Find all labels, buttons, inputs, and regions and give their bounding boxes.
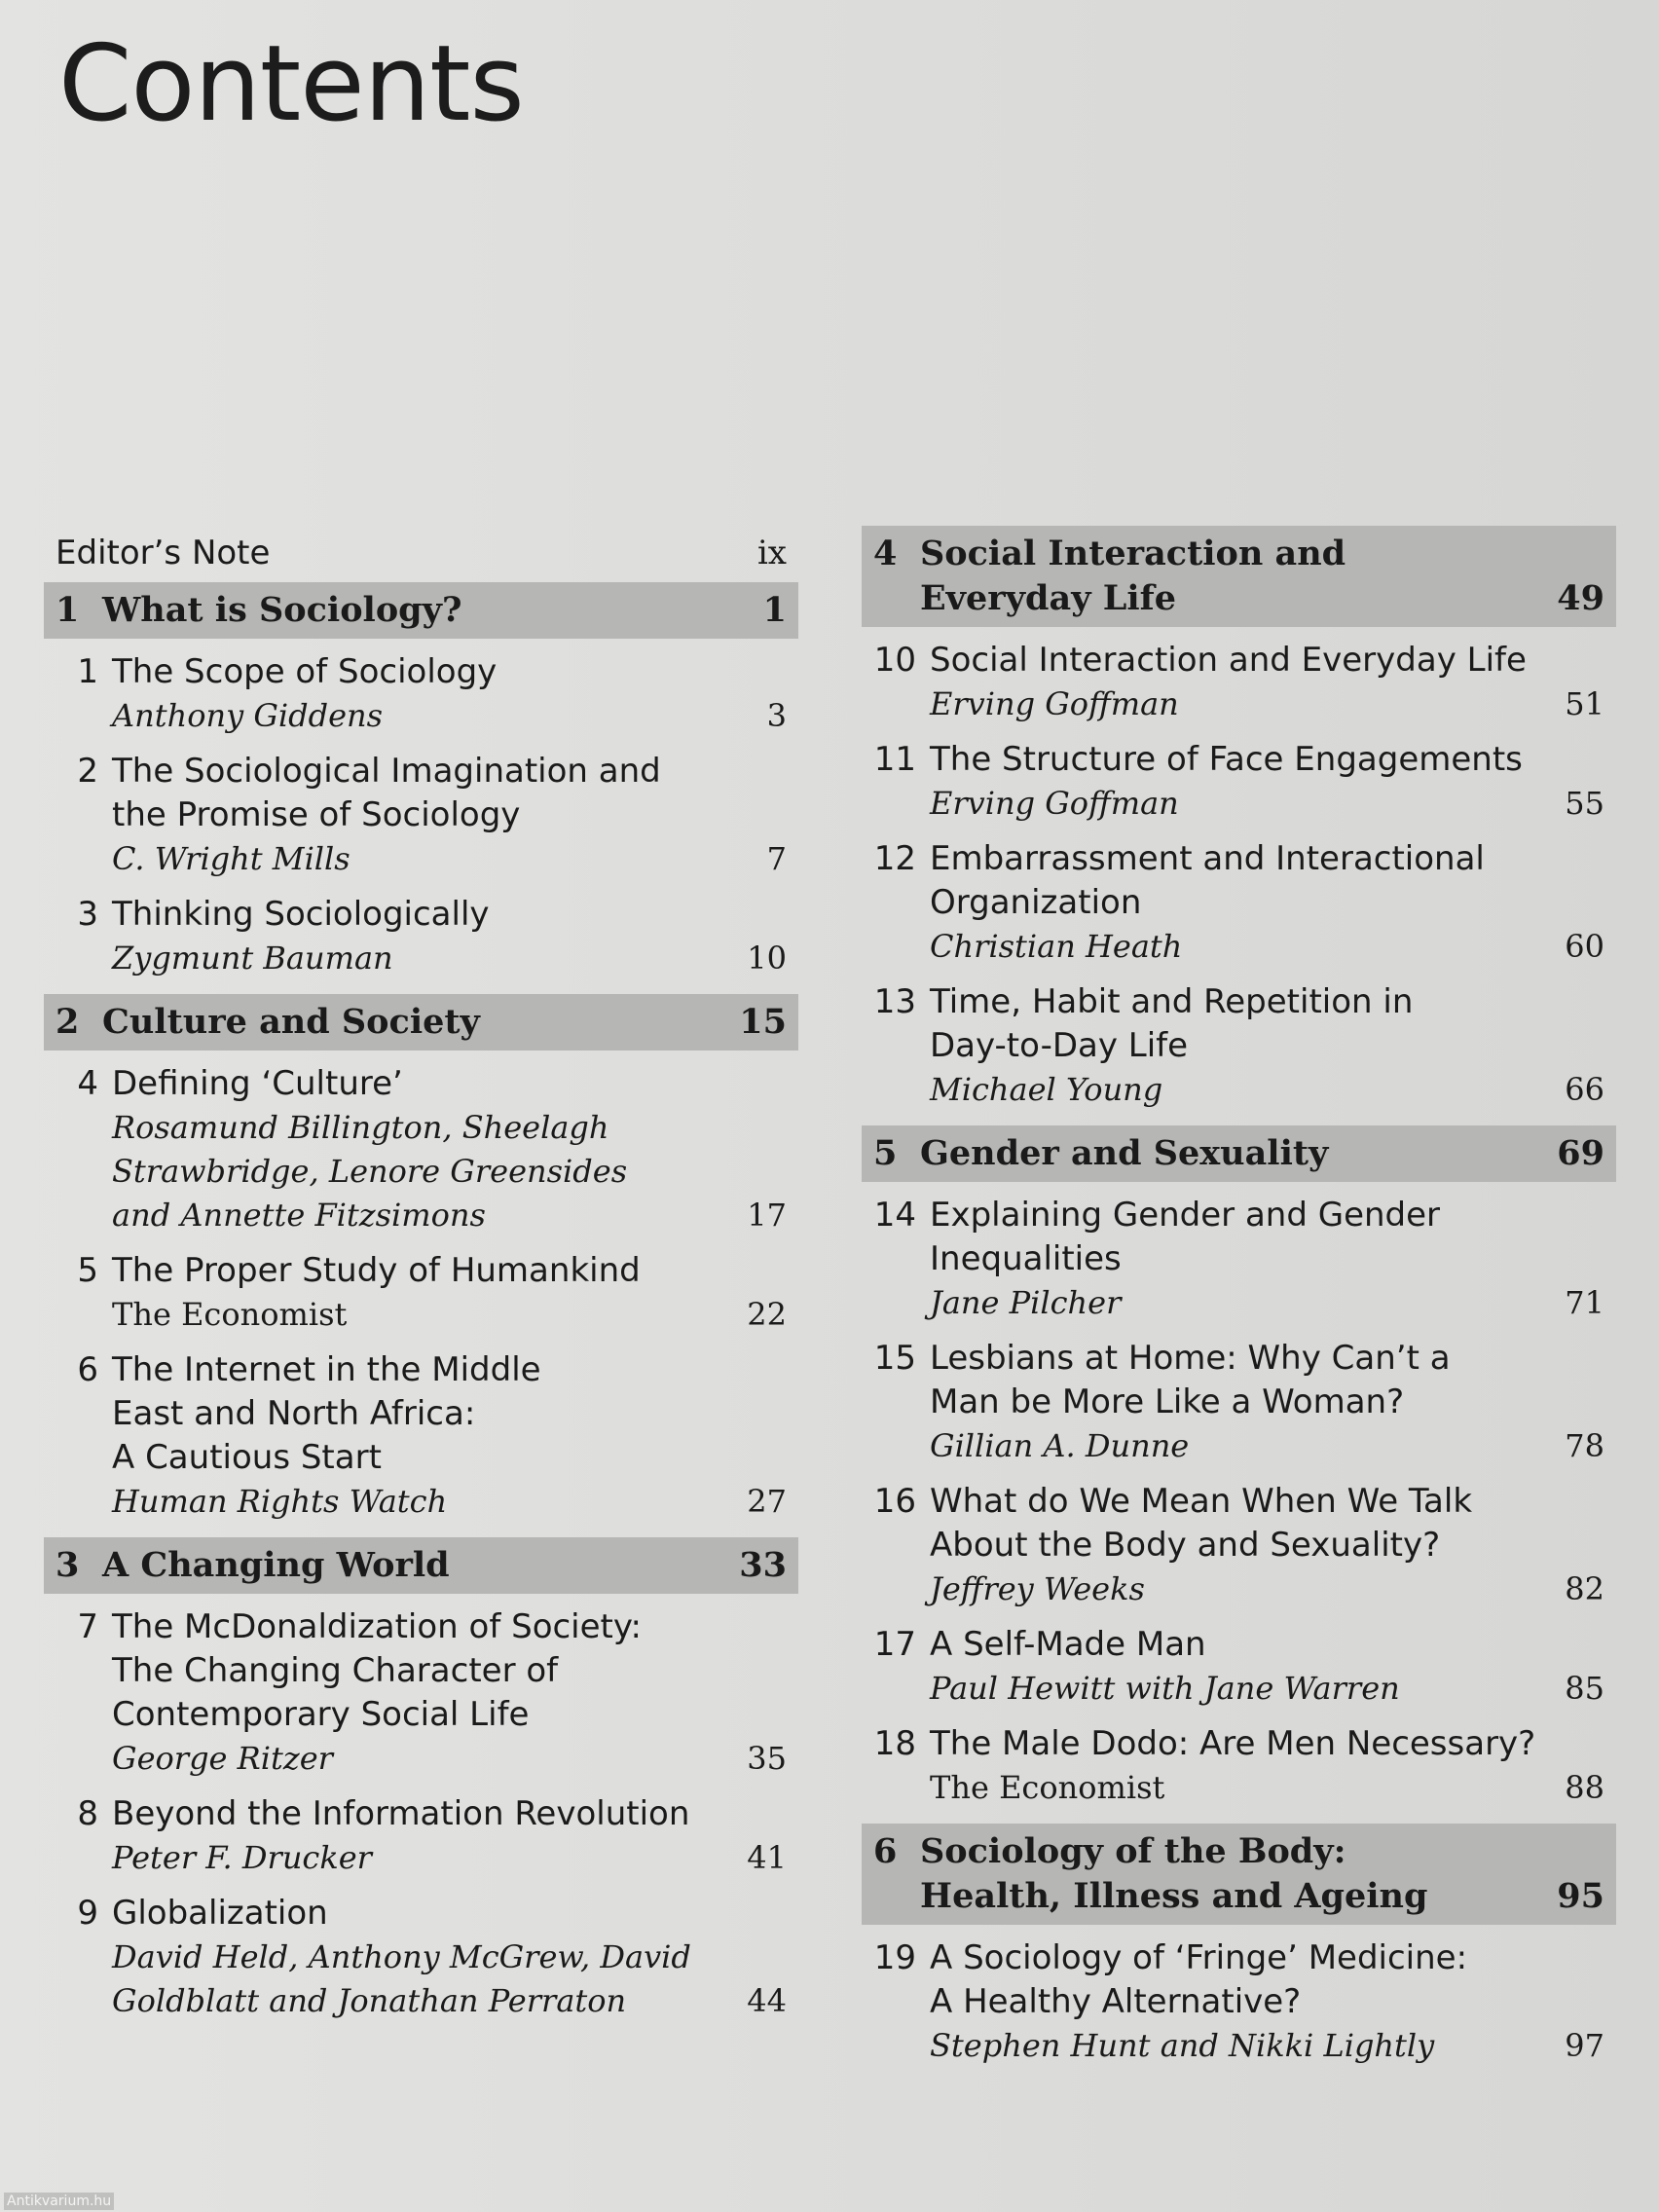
part-title: Social Interaction and Everyday Life: [920, 534, 1346, 618]
chapter-author: Rosamund Billington, Sheelagh Strawbridge, Lenore Greensides and Annette Fitzsimons: [112, 1109, 628, 1234]
editors-note-entry[interactable]: [44, 526, 798, 582]
chapter-author: Jeffrey Weeks: [930, 1570, 1145, 1607]
chapter-number: 9: [77, 1894, 98, 1933]
chapter-entry[interactable]: [862, 1337, 1616, 1468]
chapter-page: 85: [1565, 1670, 1604, 1707]
chapter-title: The Proper Study of Humankind: [112, 1251, 641, 1290]
part-6-heading[interactable]: [862, 1824, 1616, 1925]
chapter-page: 22: [747, 1296, 787, 1333]
chapter-entry[interactable]: [862, 837, 1616, 969]
chapter-number: 17: [873, 1625, 916, 1664]
part-4-heading[interactable]: [862, 526, 1616, 627]
chapter-number: 14: [873, 1196, 916, 1235]
chapter-title: Defining ‘Culture’: [112, 1064, 403, 1103]
chapter-author: David Held, Anthony McGrew, David Goldblatt and Jonathan Perraton: [112, 1938, 691, 2019]
chapter-entry[interactable]: [862, 1623, 1616, 1711]
chapter-page: 71: [1565, 1284, 1604, 1321]
chapter-entry[interactable]: [862, 1722, 1616, 1810]
part-3-heading[interactable]: [44, 1537, 798, 1594]
chapter-entry[interactable]: [862, 980, 1616, 1112]
chapter-title: The Scope of Sociology: [112, 652, 498, 691]
chapter-entry[interactable]: [862, 639, 1616, 726]
chapter-page: 27: [747, 1483, 787, 1520]
part-title: Sociology of the Body: Health, Illness and Ageing: [920, 1831, 1428, 1916]
chapter-number: 11: [873, 740, 916, 779]
chapter-title: What do We Mean When We Talk About the Body and Sexuality?: [930, 1482, 1473, 1565]
part-1-heading[interactable]: [44, 582, 798, 639]
chapter-page: 44: [747, 1982, 787, 2019]
chapter-entry[interactable]: [44, 1892, 798, 2023]
chapter-number: 4: [77, 1064, 98, 1103]
chapter-author: C. Wright Mills: [112, 840, 350, 877]
chapter-entry[interactable]: [44, 650, 798, 738]
part-number: 1: [55, 590, 80, 630]
chapter-entry[interactable]: [44, 1605, 798, 1781]
chapter-title: Embarrassment and Interactional Organization: [930, 839, 1485, 922]
chapter-number: 13: [873, 982, 916, 1021]
part-number: 6: [873, 1831, 898, 1871]
part-page: 95: [1557, 1876, 1604, 1916]
chapter-author: Anthony Giddens: [112, 697, 384, 734]
chapter-number: 5: [77, 1251, 98, 1290]
chapter-title: Social Interaction and Everyday Life: [930, 641, 1527, 680]
chapter-entry[interactable]: [44, 1249, 798, 1337]
chapter-title: The Internet in the Middle East and North Africa: A Cautious Start: [112, 1350, 541, 1477]
watermark: Antikvarium.hu: [4, 2193, 114, 2210]
chapter-title: The Sociological Imagination and the Promise of Sociology: [112, 752, 661, 834]
part-number: 4: [873, 534, 898, 573]
chapter-author: Christian Heath: [930, 928, 1183, 965]
chapter-page: 3: [766, 697, 787, 734]
chapter-page: 41: [747, 1839, 787, 1876]
chapter-entry[interactable]: [44, 750, 798, 881]
chapter-entry[interactable]: [44, 1348, 798, 1524]
chapter-entry[interactable]: [862, 738, 1616, 826]
chapter-page: 60: [1565, 928, 1604, 965]
part-title: Gender and Sexuality: [920, 1133, 1329, 1173]
chapter-entry[interactable]: [862, 1480, 1616, 1611]
chapter-title: Globalization: [112, 1894, 328, 1933]
part-number: 2: [55, 1002, 80, 1042]
chapter-author: Gillian A. Dunne: [930, 1427, 1190, 1464]
chapter-title: Lesbians at Home: Why Can’t a Man be More Like a Woman?: [930, 1339, 1451, 1421]
part-title: A Changing World: [102, 1545, 450, 1585]
chapter-number: 12: [873, 839, 916, 878]
part-number: 5: [873, 1133, 898, 1173]
chapter-author: The Economist: [112, 1296, 348, 1333]
chapter-number: 7: [77, 1607, 98, 1646]
chapter-number: 18: [873, 1724, 916, 1763]
chapter-title: Time, Habit and Repetition in Day-to-Day Life: [930, 982, 1414, 1065]
part-title: Culture and Society: [102, 1002, 480, 1042]
chapter-title: Beyond the Information Revolution: [112, 1794, 690, 1833]
chapter-author: Erving Goffman: [930, 785, 1179, 822]
part-5-heading[interactable]: [862, 1125, 1616, 1182]
chapter-page: 10: [747, 940, 787, 977]
chapter-number: 10: [873, 641, 916, 680]
chapter-author: Michael Young: [930, 1071, 1163, 1108]
part-page: 69: [1557, 1133, 1604, 1173]
part-title: What is Sociology?: [102, 590, 462, 630]
chapter-number: 15: [873, 1339, 916, 1378]
chapter-number: 6: [77, 1350, 98, 1389]
chapter-number: 3: [77, 895, 98, 934]
part-number: 3: [55, 1545, 80, 1585]
chapter-number: 8: [77, 1794, 98, 1833]
chapter-author: The Economist: [930, 1769, 1165, 1806]
chapter-title: The Structure of Face Engagements: [930, 740, 1523, 779]
chapter-author: Erving Goffman: [930, 685, 1179, 722]
chapter-title: Thinking Sociologically: [112, 895, 490, 934]
chapter-page: 7: [766, 840, 787, 877]
chapter-entry[interactable]: [44, 1062, 798, 1237]
chapter-author: Paul Hewitt with Jane Warren: [930, 1670, 1400, 1707]
chapter-number: 2: [77, 752, 98, 791]
chapter-author: Peter F. Drucker: [112, 1839, 372, 1876]
chapter-number: 19: [873, 1938, 916, 1977]
right-column: [862, 526, 1616, 2068]
chapter-author: George Ritzer: [112, 1740, 333, 1777]
chapter-entry[interactable]: [44, 893, 798, 980]
chapter-entry[interactable]: [44, 1792, 798, 1880]
chapter-title: Explaining Gender and Gender Inequalities: [930, 1196, 1441, 1278]
chapter-page: 55: [1565, 785, 1604, 822]
part-2-heading[interactable]: [44, 994, 798, 1051]
chapter-page: 17: [747, 1197, 787, 1234]
chapter-entry[interactable]: [862, 1936, 1616, 2068]
left-column: [44, 526, 798, 2023]
part-page: 33: [739, 1545, 787, 1585]
chapter-number: 16: [873, 1482, 916, 1521]
chapter-entry[interactable]: [862, 1194, 1616, 1325]
chapter-page: 88: [1565, 1769, 1604, 1806]
chapter-title: The McDonaldization of Society: The Changing Character of Contemporary Social Life: [112, 1607, 642, 1734]
chapter-title: The Male Dodo: Are Men Necessary?: [930, 1724, 1536, 1763]
chapter-page: 51: [1565, 685, 1604, 722]
chapter-author: Stephen Hunt and Nikki Lightly: [930, 2027, 1435, 2064]
chapter-author: Jane Pilcher: [930, 1284, 1122, 1321]
chapter-page: 82: [1565, 1570, 1604, 1607]
part-page: 49: [1557, 578, 1604, 618]
chapter-page: 66: [1565, 1071, 1604, 1108]
chapter-title: A Sociology of ‘Fringe’ Medicine: A Healthy Alternative?: [930, 1938, 1468, 2021]
chapter-page: 97: [1565, 2027, 1604, 2064]
page-title: Contents: [58, 23, 524, 145]
chapter-number: 1: [77, 652, 98, 691]
chapter-author: Human Rights Watch: [112, 1483, 448, 1520]
part-page: 15: [739, 1002, 787, 1042]
editors-note-page: ix: [756, 534, 787, 572]
part-page: 1: [762, 590, 787, 630]
chapter-title: A Self-Made Man: [930, 1625, 1206, 1664]
chapter-page: 78: [1565, 1427, 1604, 1464]
editors-note-label: Editor’s Note: [55, 534, 271, 572]
chapter-page: 35: [747, 1740, 787, 1777]
chapter-author: Zygmunt Bauman: [112, 940, 393, 977]
